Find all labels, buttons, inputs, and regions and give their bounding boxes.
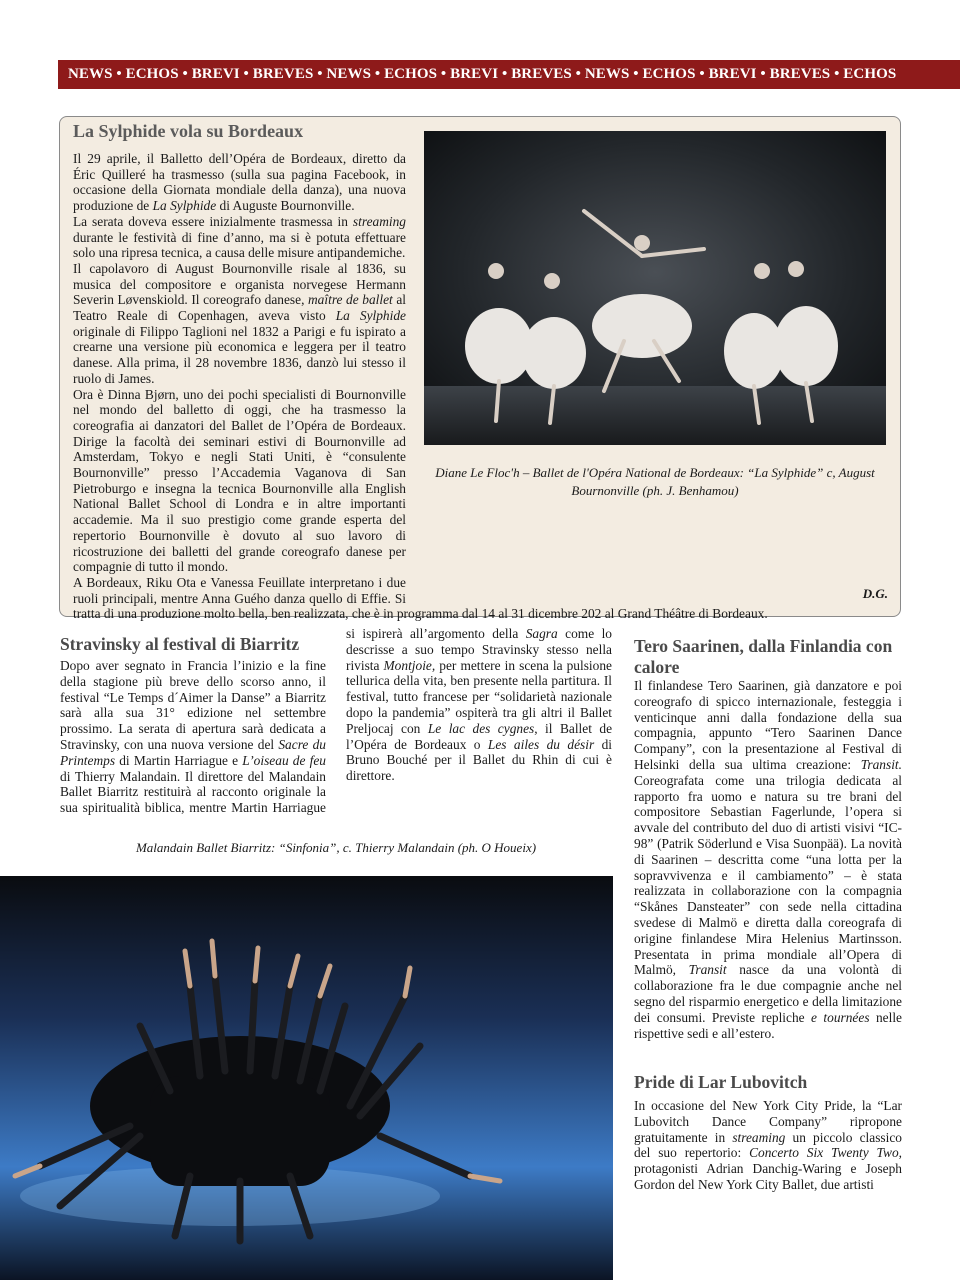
stravinsky-body: Dopo aver segnato in Francia l’inizio e la fine della stagione più breve dello scorso anno, il festival “Le Temps d´Aimer la Danse” a Biarritz sarà alla sua 31° edizione nel settembre prossimo. La serata di apertura sarà dedicata a Stravinsky, con una nuova versione del Sacre du Printemps di Martin Harriague e L’oiseau de feu di Thierry Malandain. Il direttore del Malandain Ballet Biarritz restituirà al racconto originale la sua spiritualità biblica, mentre Martin Harriague si ispirerà all’argomento della Sagra come lo descrisse a suo tempo Stravinsky stesso nella rivista Montjoie, per mettere in scena la pulsione tellurica della vita, ben presente nella partitura. Il festival, tutto francese per “solidarietà nazionale dopo la pandemia” ospiterà tra gli altri il Ballet Preljocaj con Le lac des cygnes, il Ballet de l’Opéra de Bordeaux o Les ailes du désir di Bruno Bouché per il Ballet du Rhin di cui è direttore. <box>60 626 613 816</box>
lubovitch-body: In occasione del New York City Pride, la “Lar Lubovitch Dance Company” ripropone gratuitamente in streaming un piccolo classico del suo repertorio: Concerto Six Twenty Two, protagonisti Adrian Danchig-Waring e Joseph Gordon del New York City Ballet, due artisti <box>634 1098 902 1192</box>
saarinen-title: Tero Saarinen, dalla Finlandia con calore <box>634 636 893 677</box>
sylphide-body <box>73 151 888 622</box>
sylphide-paragraph-2: La serata doveva essere inizialmente trasmessa in streaming durante le festività di fine d’anno, ma si è potuta effettuare solo una ripresa tecnica, a causa delle misure antipandemiche. <box>73 213 406 261</box>
sylphide-paragraph-5: A Bordeaux, Riku Ota e Vanessa Feuillate interpretano i due ruoli principali, mentre Anna Guého danza quello di Effie. Si tratta di una produzione molto bella, ben realizzata, che è in programma dal 14 al 31 dicembre 202 al Grand Théâtre di Bordeaux. <box>73 574 768 622</box>
sylphide-paragraph-1: Il 29 aprile, il Balletto dell’Opéra de Bordeaux, diretto da Éric Quilleré ha trasmesso (sulla sua pagina Facebook, in occasione della Giornata mondiale della danza), una nuova produzione de La Sylphide di Auguste Bournonville. <box>73 151 406 214</box>
sylphide-photo-caption: Diane Le Floc'h – Ballet de l'Opéra National de Bordeaux: “La Sylphide” c, August Bournonville (ph. J. Benhamou) <box>435 465 875 498</box>
saarinen-body: Il finlandese Tero Saarinen, già danzatore e poi coreografo di spicco internazionale, festeggia i venticinque anni dalla fondazione della sua compagnia, appunto “Tero Saarinen Dance Company”, con la presentazione al Festival di Helsinki della sua ultima creazione: Transit. Coreografata come una trilogia dedicata al rapporto fra uomo e natura su tre brani del compositore Sebastian Fagerlunde, l’opera si avvale del contributo del duo di artisti visivi “IC-98” (Patrik Söderlund e Visa Suonpää). La novità di Saarinen – descritta come “una lotta per la sopravvivenza e il cambiamento” – è stata realizzata in collaborazione con la compagnia “Skånes Dansteater” con sede nella cittadina svedese di Malmö e diretta dalla coreografa di origine finlandese Mira Helenius Martinsson. Presentata in prima mondiale all’Opera di Malmö, Transit nasce da una volontà di collaborazione fra le due compagnie anche nel segno del risparmio energetico e della limitazione dei consumi. Previste repliche e tournées nelle rispettive sedi e all’estero. <box>634 678 902 1041</box>
author-signature: D.G. <box>862 586 888 601</box>
title-spacer <box>60 626 326 658</box>
sylphide-title: La Sylphide vola su Bordeaux <box>73 121 304 141</box>
sylphide-paragraph-3: Il capolavoro di August Bournonville risale al 1836, su musica del compositore e organista norvegese Hermann Severin Løvenskiold. Il coreografo danese, maître de ballet al Teatro Reale di Copenhagen, aveva visto La Sylphide originale di Filippo Taglioni nel 1832 a Parigi e fu ispirato a crearne una versione più economica e leggera per il teatro danese. Alla prima, il 28 novembre 1836, danzò lui stesso il ruolo di James. <box>73 260 407 386</box>
malandain-photo <box>0 876 613 1280</box>
section-banner: NEWS • ECHOS • BREVI • BREVES • NEWS • ECHOS • BREVI • BREVES • NEWS • ECHOS • BREVI • BREVES • ECHOS <box>58 60 960 89</box>
lubovitch-title: Pride di Lar Lubovitch <box>634 1072 808 1092</box>
sylphide-paragraph-4: Ora è Dinna Bjørn, uno dei pochi specialisti di Bournonville nel mondo del balletto di oggi, che ha trasmesso la coreografia ai danzatori del Ballet de l’Opéra de Bordeaux. Dirige la facoltà dei seminari estivi di Bournonville ad Amsterdam, Tokyo e negli Stati Uniti, è “consulente Bournonville” presso l’Accademia Vaganova di San Pietroburgo e insegna la tecnica Bournonville alla English National Ballet School di Londra e in altre importanti accademie. Ma il suo prestigio come grande esperta del repertorio Bournonville è dovuto al suo lavoro di ricostruzione dei balletti del grande coreografo danese per compagnie di tutto il mondo. <box>73 386 406 575</box>
malandain-photo-caption: Malandain Ballet Biarritz: “Sinfonia”, c. Thierry Malandain (ph. O Houeix) <box>135 840 537 855</box>
stravinsky-title: Stravinsky al festival di Biarritz <box>60 634 300 654</box>
